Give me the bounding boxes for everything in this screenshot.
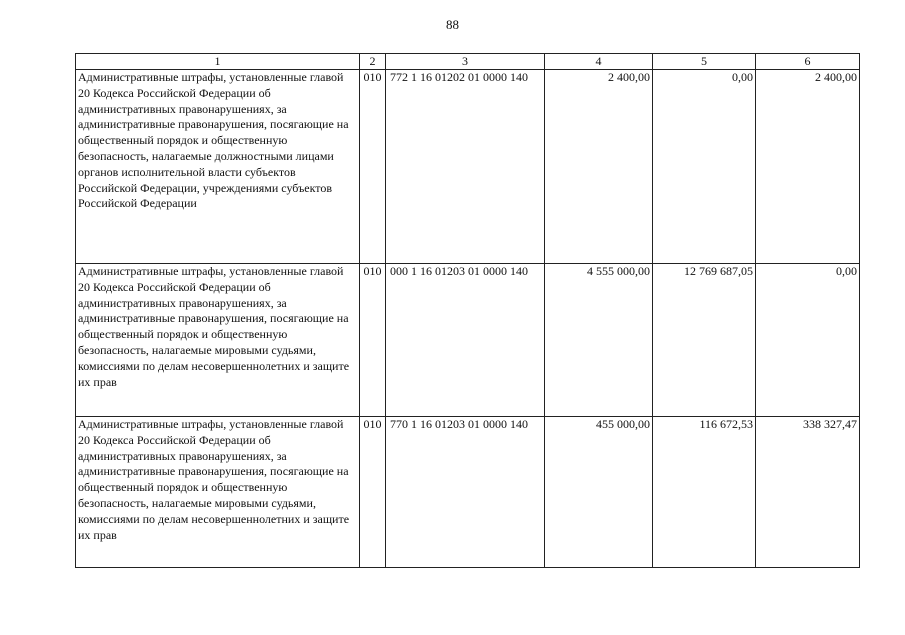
row-kbk: 000 1 16 01203 01 0000 140 [386,264,545,417]
row-value-col6: 338 327,47 [756,417,860,568]
row-value-col5: 12 769 687,05 [653,264,756,417]
table-row [76,417,860,568]
table-row [76,264,860,417]
header-col-4: 4 [545,54,653,70]
row-kbk: 770 1 16 01203 01 0000 140 [386,417,545,568]
row-value-col4: 2 400,00 [545,70,653,264]
row-code: 010 [360,70,386,264]
row-value-col5: 0,00 [653,70,756,264]
row-kbk: 772 1 16 01202 01 0000 140 [386,70,545,264]
row-value-col4: 455 000,00 [545,417,653,568]
row-value-col6: 2 400,00 [756,70,860,264]
row-name: Административные штрафы, установленные главой 20 Кодекса Российской Федерации об административных правонарушениях, за административные правонарушения, посягающие на общественный порядок и общественную безопасность, налагаемые должностными лицами органов исполнительной власти субъектов Российской Федерации, учреждениями субъектов Российской Федерации [76,70,360,264]
row-value-col6: 0,00 [756,264,860,417]
budget-table [75,53,860,568]
header-col-2: 2 [360,54,386,70]
table-header-row [76,54,860,70]
header-col-3: 3 [386,54,545,70]
row-name: Административные штрафы, установленные главой 20 Кодекса Российской Федерации об административных правонарушениях, за административные правонарушения, посягающие на общественный порядок и общественную безопасность, налагаемые мировыми судьями, комиссиями по делам несовершеннолетних и защите их прав [76,417,360,568]
header-col-6: 6 [756,54,860,70]
header-col-5: 5 [653,54,756,70]
header-col-1: 1 [76,54,360,70]
row-name: Административные штрафы, установленные главой 20 Кодекса Российской Федерации об административных правонарушениях, за административные правонарушения, посягающие на общественный порядок и общественную безопасность, налагаемые мировыми судьями, комиссиями по делам несовершеннолетних и защите их прав [76,264,360,417]
row-value-col5: 116 672,53 [653,417,756,568]
table-row [76,70,860,264]
row-code: 010 [360,264,386,417]
page-number: 88 [446,17,459,32]
row-value-col4: 4 555 000,00 [545,264,653,417]
row-code: 010 [360,417,386,568]
